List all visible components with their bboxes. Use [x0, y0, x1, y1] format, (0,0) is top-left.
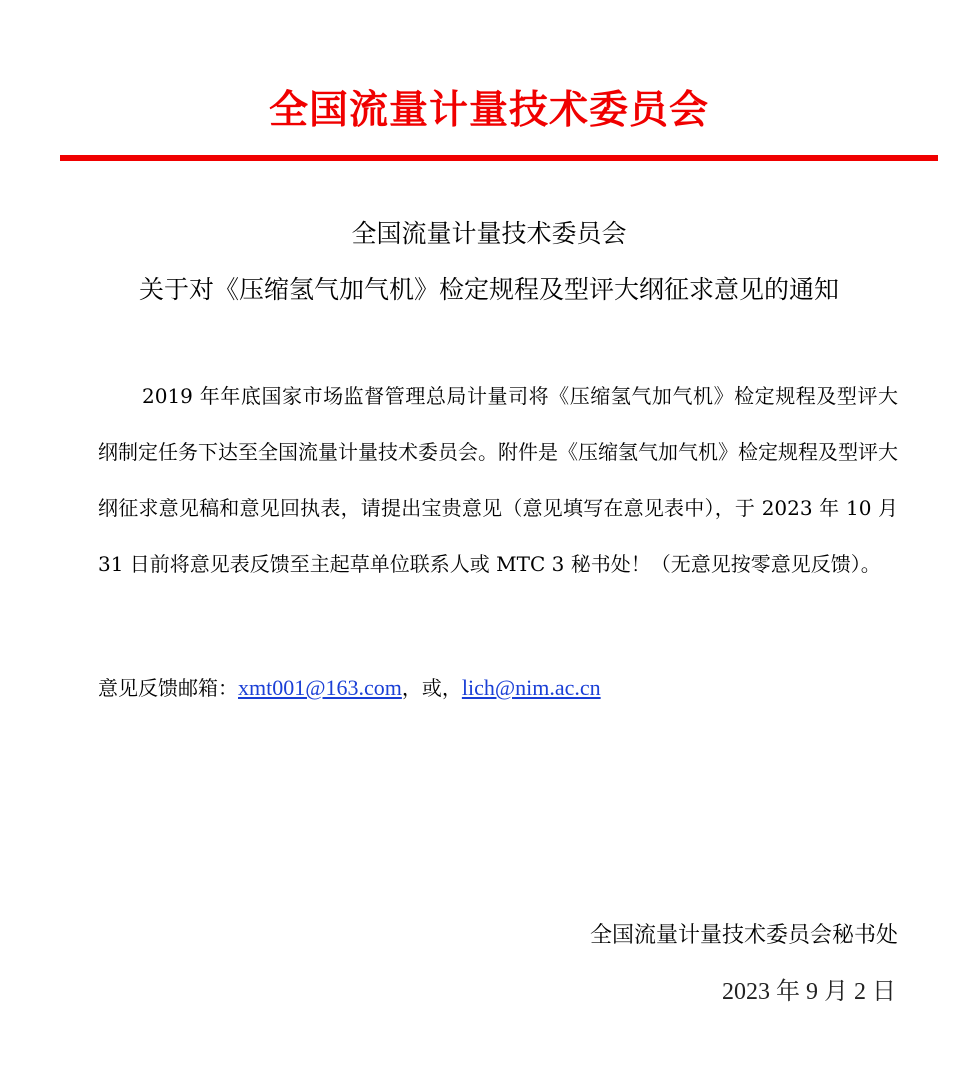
- header-red-rule: [60, 155, 938, 161]
- email-link-lich[interactable]: lich@nim.ac.cn: [461, 675, 601, 700]
- notice-body-paragraph: 2019 年年底国家市场监督管理总局计量司将《压缩氢气加气机》检定规程及型评大纲制定任务下达至全国流量计量技术委员会。附件是《压缩氢气加气机》检定规程及型评大纲征求意见稿和意见回执表，请提出宝贵意见（意见填写在意见表中），于 2023 年 10 月 31 日前将意见表反馈至主起草单位联系人或 MTC 3 秘书处！（无意见按零意见反馈）。: [98, 384, 898, 576]
- email-link-xmt001[interactable]: xmt001@163.com: [238, 675, 402, 700]
- signature-date: 2023 年 9 月 2 日: [722, 979, 896, 1005]
- notice-title-line-2: 关于对《压缩氢气加气机》检定规程及型评大纲征求意见的通知: [138, 275, 839, 304]
- feedback-email-line: [98, 668, 601, 708]
- signature-org: 全国流量计量技术委员会秘书处: [589, 923, 898, 948]
- feedback-email-label: 意见反馈邮箱：: [98, 676, 238, 700]
- notice-title-line-1: 全国流量计量技术委员会: [351, 219, 627, 248]
- email-separator: ，或，: [401, 676, 462, 700]
- org-header: 全国流量计量技术委员会: [268, 88, 709, 133]
